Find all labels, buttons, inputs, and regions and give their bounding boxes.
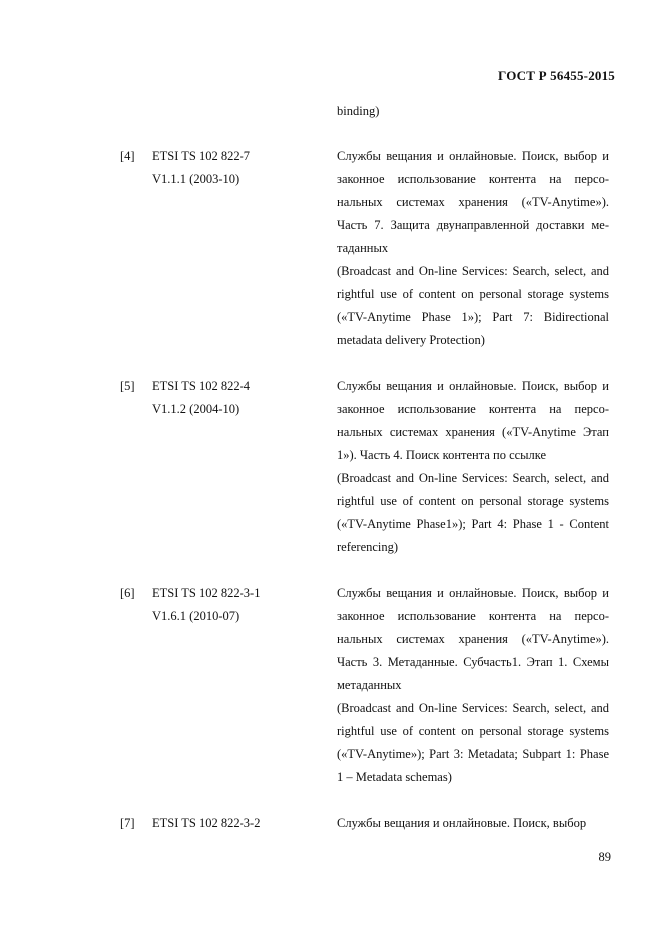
reference-number: [7] <box>120 816 135 830</box>
reference-version: V1.6.1 (2010-07) <box>152 609 240 623</box>
reference-standard: ETSI TS 102 822-4 <box>152 379 251 393</box>
reference-standard: ETSI TS 102 822-3-1 <box>152 586 261 600</box>
reference-description <box>337 582 609 789</box>
reference-title-ru: Службы вещания и онлайновые. Поиск, выбор <box>337 816 587 830</box>
reference-designation <box>152 145 322 191</box>
reference-standard: ETSI TS 102 822-7 <box>152 149 251 163</box>
reference-title-en: (Broadcast and On-line Services: Search, select, and rightful use of content on personal storage systems («TV-Anytime»); Part 3: Metadata; Subpart 1: Phase 1 – Metadata schemas) <box>337 701 609 784</box>
reference-description <box>337 375 609 559</box>
reference-number: [4] <box>120 149 135 163</box>
reference-number: [5] <box>120 379 135 393</box>
reference-designation <box>152 375 322 421</box>
reference-title-ru: Службы вещания и онлайновые. Поиск, выбор и законное использование контента на персональных системах хранения («TV-Anytime»). Часть 7. Защита двунаправленной доставки метаданных <box>337 149 609 255</box>
reference-version: V1.1.1 (2003-10) <box>152 172 240 186</box>
reference-version: V1.1.2 (2004-10) <box>152 402 240 416</box>
reference-designation <box>152 582 322 628</box>
reference-title-ru: Службы вещания и онлайновые. Поиск, выбор и законное использование контента на персональных системах хранения («TV-Anytime»). Часть 3. Метаданные. Субчасть1. Этап 1. Схемы метаданных <box>337 586 609 692</box>
reference-number: [6] <box>120 586 135 600</box>
reference-standard: ETSI TS 102 822-3-2 <box>152 816 261 830</box>
reference-description <box>337 145 609 352</box>
reference-description <box>337 812 609 835</box>
page-number: 89 <box>598 850 611 864</box>
continuation-text: binding) <box>337 104 380 118</box>
reference-title-en: (Broadcast and On-line Services: Search, select, and rightful use of content on personal storage systems («TV-Anytime Phase1»); Part 4: Phase 1 - Content referencing) <box>337 471 609 554</box>
document-header: ГОСТ Р 56455-2015 <box>498 68 615 83</box>
reference-title-ru: Службы вещания и онлайновые. Поиск, выбор и законное использование контента на персональных системах хранения («TV-Anytime Этап 1»). Часть 4. Поиск контента по ссылке <box>337 379 609 462</box>
reference-designation <box>152 812 322 835</box>
reference-title-en: (Broadcast and On-line Services: Search, select, and rightful use of content on personal storage systems («TV-Anytime Phase 1»); Part 7: Bidirectional metadata delivery Protection) <box>337 264 609 347</box>
